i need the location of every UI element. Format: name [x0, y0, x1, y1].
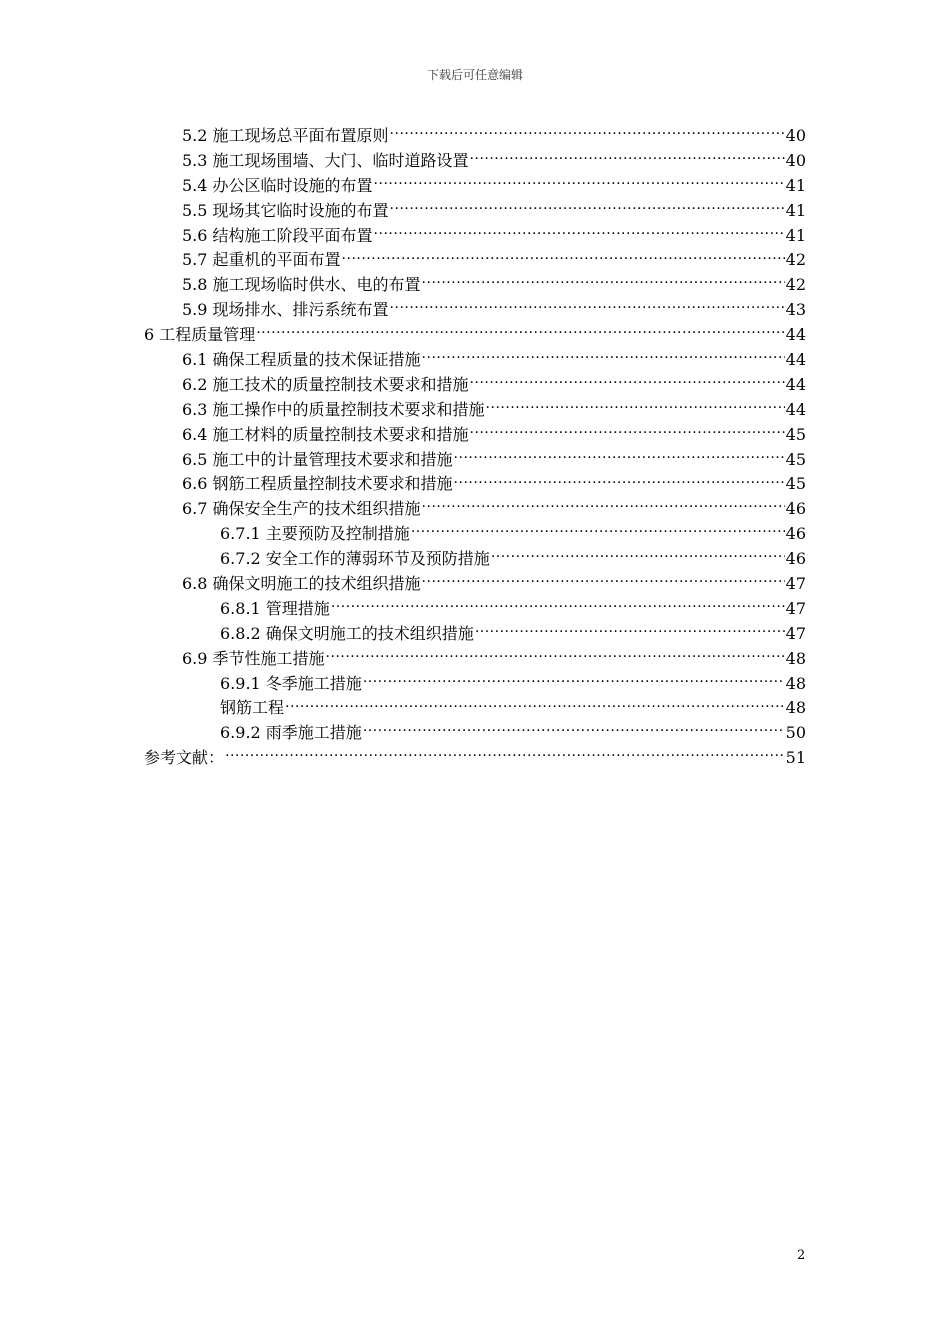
toc-entry[interactable] — [144, 448, 806, 473]
toc-dot-leader — [491, 548, 785, 564]
toc-entry-label: 6.7.2 安全工作的薄弱环节及预防措施 — [220, 549, 490, 569]
toc-entry[interactable] — [144, 522, 806, 547]
toc-dot-leader — [411, 523, 785, 539]
toc-entry-page: 43 — [785, 300, 806, 320]
toc-entry-page: 48 — [785, 648, 806, 668]
toc-entry-page: 45 — [785, 474, 806, 494]
toc-dot-leader — [363, 673, 785, 689]
toc-entry[interactable] — [144, 298, 806, 323]
table-of-contents — [144, 124, 806, 771]
toc-entry-label: 5.8 施工现场临时供水、电的布置 — [182, 275, 421, 295]
toc-entry-label: 6.1 确保工程质量的技术保证措施 — [182, 350, 421, 370]
toc-entry-page: 44 — [785, 325, 806, 345]
toc-entry-label: 6.5 施工中的计量管理技术要求和措施 — [182, 449, 453, 469]
toc-dot-leader — [342, 249, 785, 265]
toc-entry[interactable] — [144, 497, 806, 522]
toc-entry-page: 47 — [785, 574, 806, 594]
toc-entry-label: 6.9 季节性施工措施 — [182, 648, 325, 668]
page-header: 下载后可任意编辑 — [426, 68, 523, 82]
toc-entry[interactable] — [144, 572, 806, 597]
toc-dot-leader — [374, 225, 785, 241]
toc-entry-label: 5.4 办公区临时设施的布置 — [182, 175, 373, 195]
toc-entry-page: 48 — [785, 698, 806, 718]
toc-entry-page: 42 — [785, 250, 806, 270]
toc-dot-leader — [374, 175, 785, 191]
toc-entry[interactable] — [144, 224, 806, 249]
toc-dot-leader — [422, 349, 785, 365]
toc-dot-leader — [422, 573, 785, 589]
toc-entry-page: 45 — [785, 424, 806, 444]
toc-entry-page: 51 — [785, 748, 806, 768]
toc-entry-page: 45 — [785, 449, 806, 469]
toc-entry-page: 44 — [785, 399, 806, 419]
toc-entry-page: 48 — [785, 673, 806, 693]
toc-dot-leader — [225, 747, 785, 763]
toc-entry[interactable] — [144, 746, 806, 771]
toc-entry[interactable] — [144, 199, 806, 224]
toc-entry[interactable] — [144, 124, 806, 149]
toc-dot-leader — [422, 274, 785, 290]
toc-entry-label: 6.8.2 确保文明施工的技术组织措施 — [220, 623, 474, 643]
toc-entry-label: 5.2 施工现场总平面布置原则 — [182, 126, 389, 145]
toc-entry-label: 5.7 起重机的平面布置 — [182, 250, 341, 270]
toc-entry-label: 6.3 施工操作中的质量控制技术要求和措施 — [182, 399, 485, 419]
toc-entry[interactable] — [144, 721, 806, 746]
toc-entry-page: 41 — [785, 225, 806, 245]
toc-entry-page: 41 — [785, 200, 806, 220]
toc-entry[interactable] — [144, 597, 806, 622]
toc-entry-page: 47 — [785, 598, 806, 618]
toc-dot-leader — [326, 648, 785, 664]
toc-entry-label: 6.4 施工材料的质量控制技术要求和措施 — [182, 424, 469, 444]
toc-entry-label: 参考文献： — [144, 748, 225, 768]
toc-dot-leader — [331, 598, 785, 614]
toc-entry-page: 40 — [785, 126, 806, 145]
toc-entry-label: 5.3 施工现场围墙、大门、临时道路设置 — [182, 150, 469, 170]
toc-entry-label: 6.9.1 冬季施工措施 — [220, 673, 362, 693]
page-number: 2 — [797, 1248, 806, 1263]
toc-entry-label: 6 工程质量管理 — [144, 325, 256, 345]
toc-entry-page: 40 — [785, 150, 806, 170]
toc-entry[interactable] — [144, 373, 806, 398]
toc-dot-leader — [285, 697, 785, 713]
toc-dot-leader — [390, 200, 785, 216]
toc-entry-page: 47 — [785, 623, 806, 643]
toc-dot-leader — [486, 399, 785, 415]
toc-dot-leader — [470, 424, 785, 440]
toc-entry[interactable] — [144, 348, 806, 373]
toc-entry[interactable] — [144, 622, 806, 647]
toc-entry[interactable] — [144, 323, 806, 348]
toc-entry-label: 6.9.2 雨季施工措施 — [220, 723, 362, 743]
toc-entry-page: 46 — [785, 499, 806, 519]
toc-entry[interactable] — [144, 696, 806, 721]
toc-entry-page: 42 — [785, 275, 806, 295]
toc-dot-leader — [390, 299, 785, 315]
toc-entry-page: 46 — [785, 524, 806, 544]
toc-entry[interactable] — [144, 423, 806, 448]
toc-entry-label: 6.8.1 管理措施 — [220, 598, 330, 618]
toc-dot-leader — [256, 324, 784, 340]
toc-entry-page: 50 — [785, 723, 806, 743]
toc-dot-leader — [470, 150, 785, 166]
toc-entry[interactable] — [144, 547, 806, 572]
toc-entry-page: 44 — [785, 350, 806, 370]
toc-entry-label: 5.5 现场其它临时设施的布置 — [182, 200, 389, 220]
toc-entry-page: 41 — [785, 175, 806, 195]
toc-entry[interactable] — [144, 472, 806, 497]
toc-entry[interactable] — [144, 672, 806, 697]
toc-dot-leader — [363, 722, 785, 738]
toc-dot-leader — [475, 623, 785, 639]
toc-entry-label: 6.7 确保安全生产的技术组织措施 — [182, 499, 421, 519]
toc-entry[interactable] — [144, 273, 806, 298]
toc-entry[interactable] — [144, 647, 806, 672]
toc-entry-page: 46 — [785, 549, 806, 569]
toc-entry[interactable] — [144, 398, 806, 423]
toc-entry-page: 44 — [785, 374, 806, 394]
toc-entry-label: 6.6 钢筋工程质量控制技术要求和措施 — [182, 474, 453, 494]
toc-entry[interactable] — [144, 174, 806, 199]
toc-entry-label: 6.8 确保文明施工的技术组织措施 — [182, 574, 421, 594]
toc-dot-leader — [422, 498, 785, 514]
toc-entry-label: 钢筋工程 — [220, 698, 285, 718]
toc-dot-leader — [470, 374, 785, 390]
toc-dot-leader — [390, 125, 785, 141]
toc-entry-label: 6.7.1 主要预防及控制措施 — [220, 524, 410, 544]
toc-entry[interactable] — [144, 248, 806, 273]
toc-entry-label: 5.9 现场排水、排污系统布置 — [182, 300, 389, 320]
toc-dot-leader — [454, 449, 785, 465]
toc-dot-leader — [454, 473, 785, 489]
toc-entry-label: 5.6 结构施工阶段平面布置 — [182, 225, 373, 245]
toc-entry[interactable] — [144, 149, 806, 174]
toc-entry-label: 6.2 施工技术的质量控制技术要求和措施 — [182, 374, 469, 394]
